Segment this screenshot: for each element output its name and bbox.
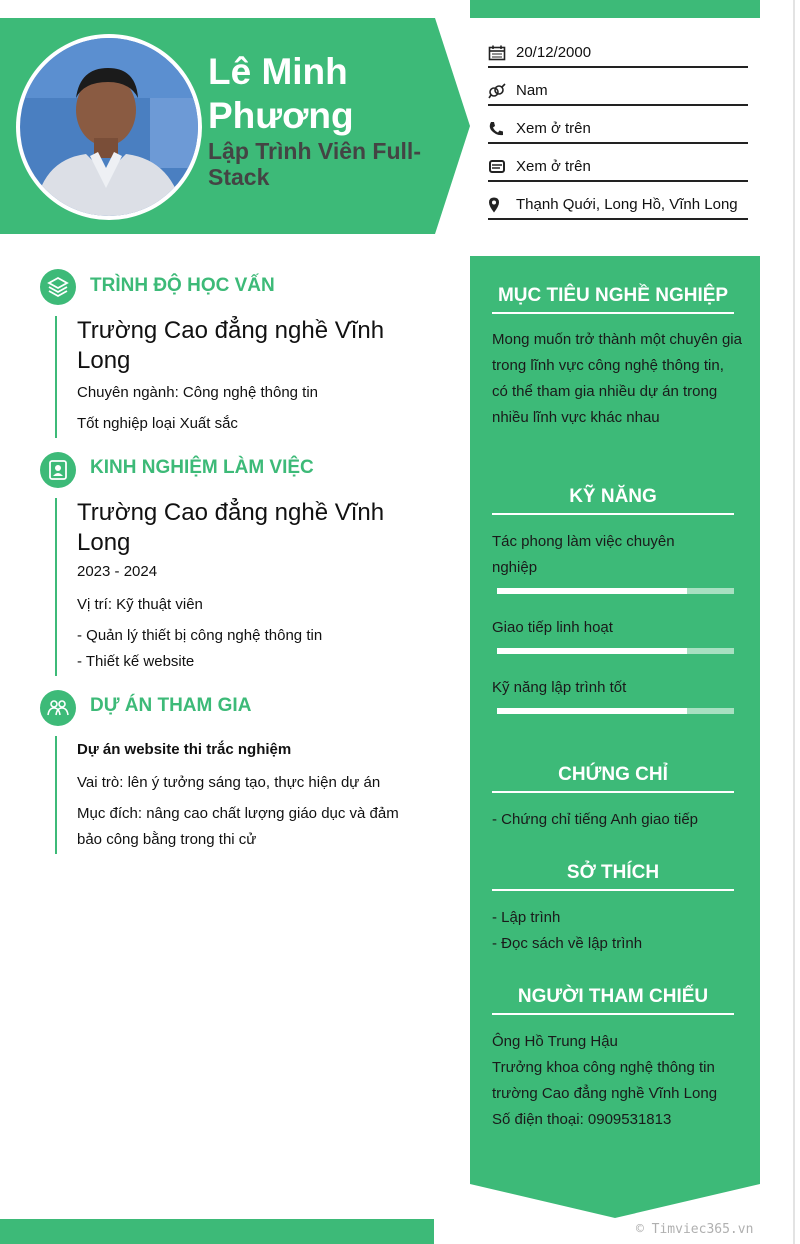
experience-timeline	[55, 498, 57, 676]
project-purpose: Mục đích: nâng cao chất lượng giáo dục và đảm bảo công bằng trong thi cử	[77, 805, 399, 848]
skill-label: Tác phong làm việc chuyên nghiệp	[492, 533, 675, 576]
skill-bar-fill	[497, 708, 687, 714]
phone-text: Xem ở trên	[516, 120, 591, 137]
experience-title: KINH NGHIỆM LÀM VIỆC	[90, 457, 314, 478]
address-text: Thạnh Quới, Long Hồ, Vĩnh Long	[516, 196, 738, 213]
projects-title: DỰ ÁN THAM GIA	[90, 695, 252, 716]
reference-phone: Số điện thoại: 0909531813	[492, 1111, 672, 1128]
projects-section-icon	[40, 690, 76, 726]
bottom-bar	[0, 1219, 434, 1244]
skills-title: KỸ NĂNG	[492, 485, 734, 515]
education-grade: Tốt nghiệp loại Xuất sắc	[77, 415, 238, 432]
email-icon	[488, 159, 506, 175]
skill-bar	[497, 648, 734, 654]
skill-bar	[497, 588, 734, 594]
skill-label: Kỹ năng lập trình tốt	[492, 679, 627, 696]
contact-gender	[488, 78, 748, 106]
experience-position: Vị trí: Kỹ thuật viên	[77, 596, 203, 613]
contact-phone	[488, 116, 748, 144]
calendar-icon	[488, 45, 506, 61]
hobbies-title: SỞ THÍCH	[492, 861, 734, 891]
experience-company: Trường Cao đẳng nghề Vĩnh Long	[77, 499, 385, 556]
gender-text: Nam	[516, 82, 548, 99]
layers-icon	[47, 276, 69, 298]
contact-address	[488, 192, 748, 220]
page-border	[793, 0, 795, 1244]
references-title: NGƯỜI THAM CHIẾU	[492, 985, 734, 1015]
hobby-item: - Lập trình	[492, 909, 561, 926]
reference-name: Ông Hồ Trung Hậu	[492, 1033, 618, 1050]
gender-icon	[488, 83, 506, 99]
project-role: Vai trò: lên ý tưởng sáng tạo, thực hiện dự án	[77, 774, 381, 791]
hobby-item: - Đọc sách về lập trình	[492, 935, 643, 952]
objective-text: Mong muốn trở thành một chuyên gia trong lĩnh vực công nghệ thông tin, có thể tham gia nhiều dự án trong nhiều lĩnh vực khác nhau	[492, 331, 742, 426]
education-section-icon	[40, 269, 76, 305]
experience-period: 2023 - 2024	[77, 563, 158, 580]
project-name: Dự án website thi trắc nghiệm	[77, 741, 292, 758]
education-school: Trường Cao đẳng nghề Vĩnh Long	[77, 317, 385, 374]
experience-task: - Thiết kế website	[77, 653, 195, 670]
watermark: © Timviec365.vn	[636, 1222, 754, 1237]
skill-bar-fill	[497, 648, 687, 654]
contact-birthday	[488, 40, 748, 68]
experience-task: - Quản lý thiết bị công nghệ thông tin	[77, 627, 323, 644]
education-major: Chuyên ngành: Công nghệ thông tin	[77, 384, 319, 401]
contact-card-icon	[47, 459, 69, 481]
certificates-title: CHỨNG CHỈ	[492, 763, 734, 793]
birthday-text: 20/12/2000	[516, 44, 592, 61]
contact-top-bar	[470, 0, 760, 18]
team-icon	[47, 697, 69, 719]
skill-bar	[497, 708, 734, 714]
job-title: Lập Trình Viên Full-Stack	[208, 138, 421, 190]
education-timeline	[55, 316, 57, 438]
experience-section-icon	[40, 452, 76, 488]
location-icon	[488, 197, 506, 213]
objective-title: MỤC TIÊU NGHỀ NGHIỆP	[492, 284, 734, 314]
skill-label: Giao tiếp linh hoạt	[492, 619, 613, 636]
education-title: TRÌNH ĐỘ HỌC VẤN	[90, 275, 275, 296]
skill-bar-fill	[497, 588, 687, 594]
full-name: Lê Minh Phương	[208, 51, 354, 136]
certificate-item: - Chứng chỉ tiếng Anh giao tiếp	[492, 811, 699, 828]
phone-icon	[488, 121, 506, 137]
avatar	[20, 38, 198, 216]
email-text: Xem ở trên	[516, 158, 591, 175]
reference-position: Trưởng khoa công nghệ thông tin trường Cao đẳng nghề Vĩnh Long	[492, 1059, 718, 1102]
projects-timeline	[55, 736, 57, 854]
contact-email	[488, 154, 748, 182]
